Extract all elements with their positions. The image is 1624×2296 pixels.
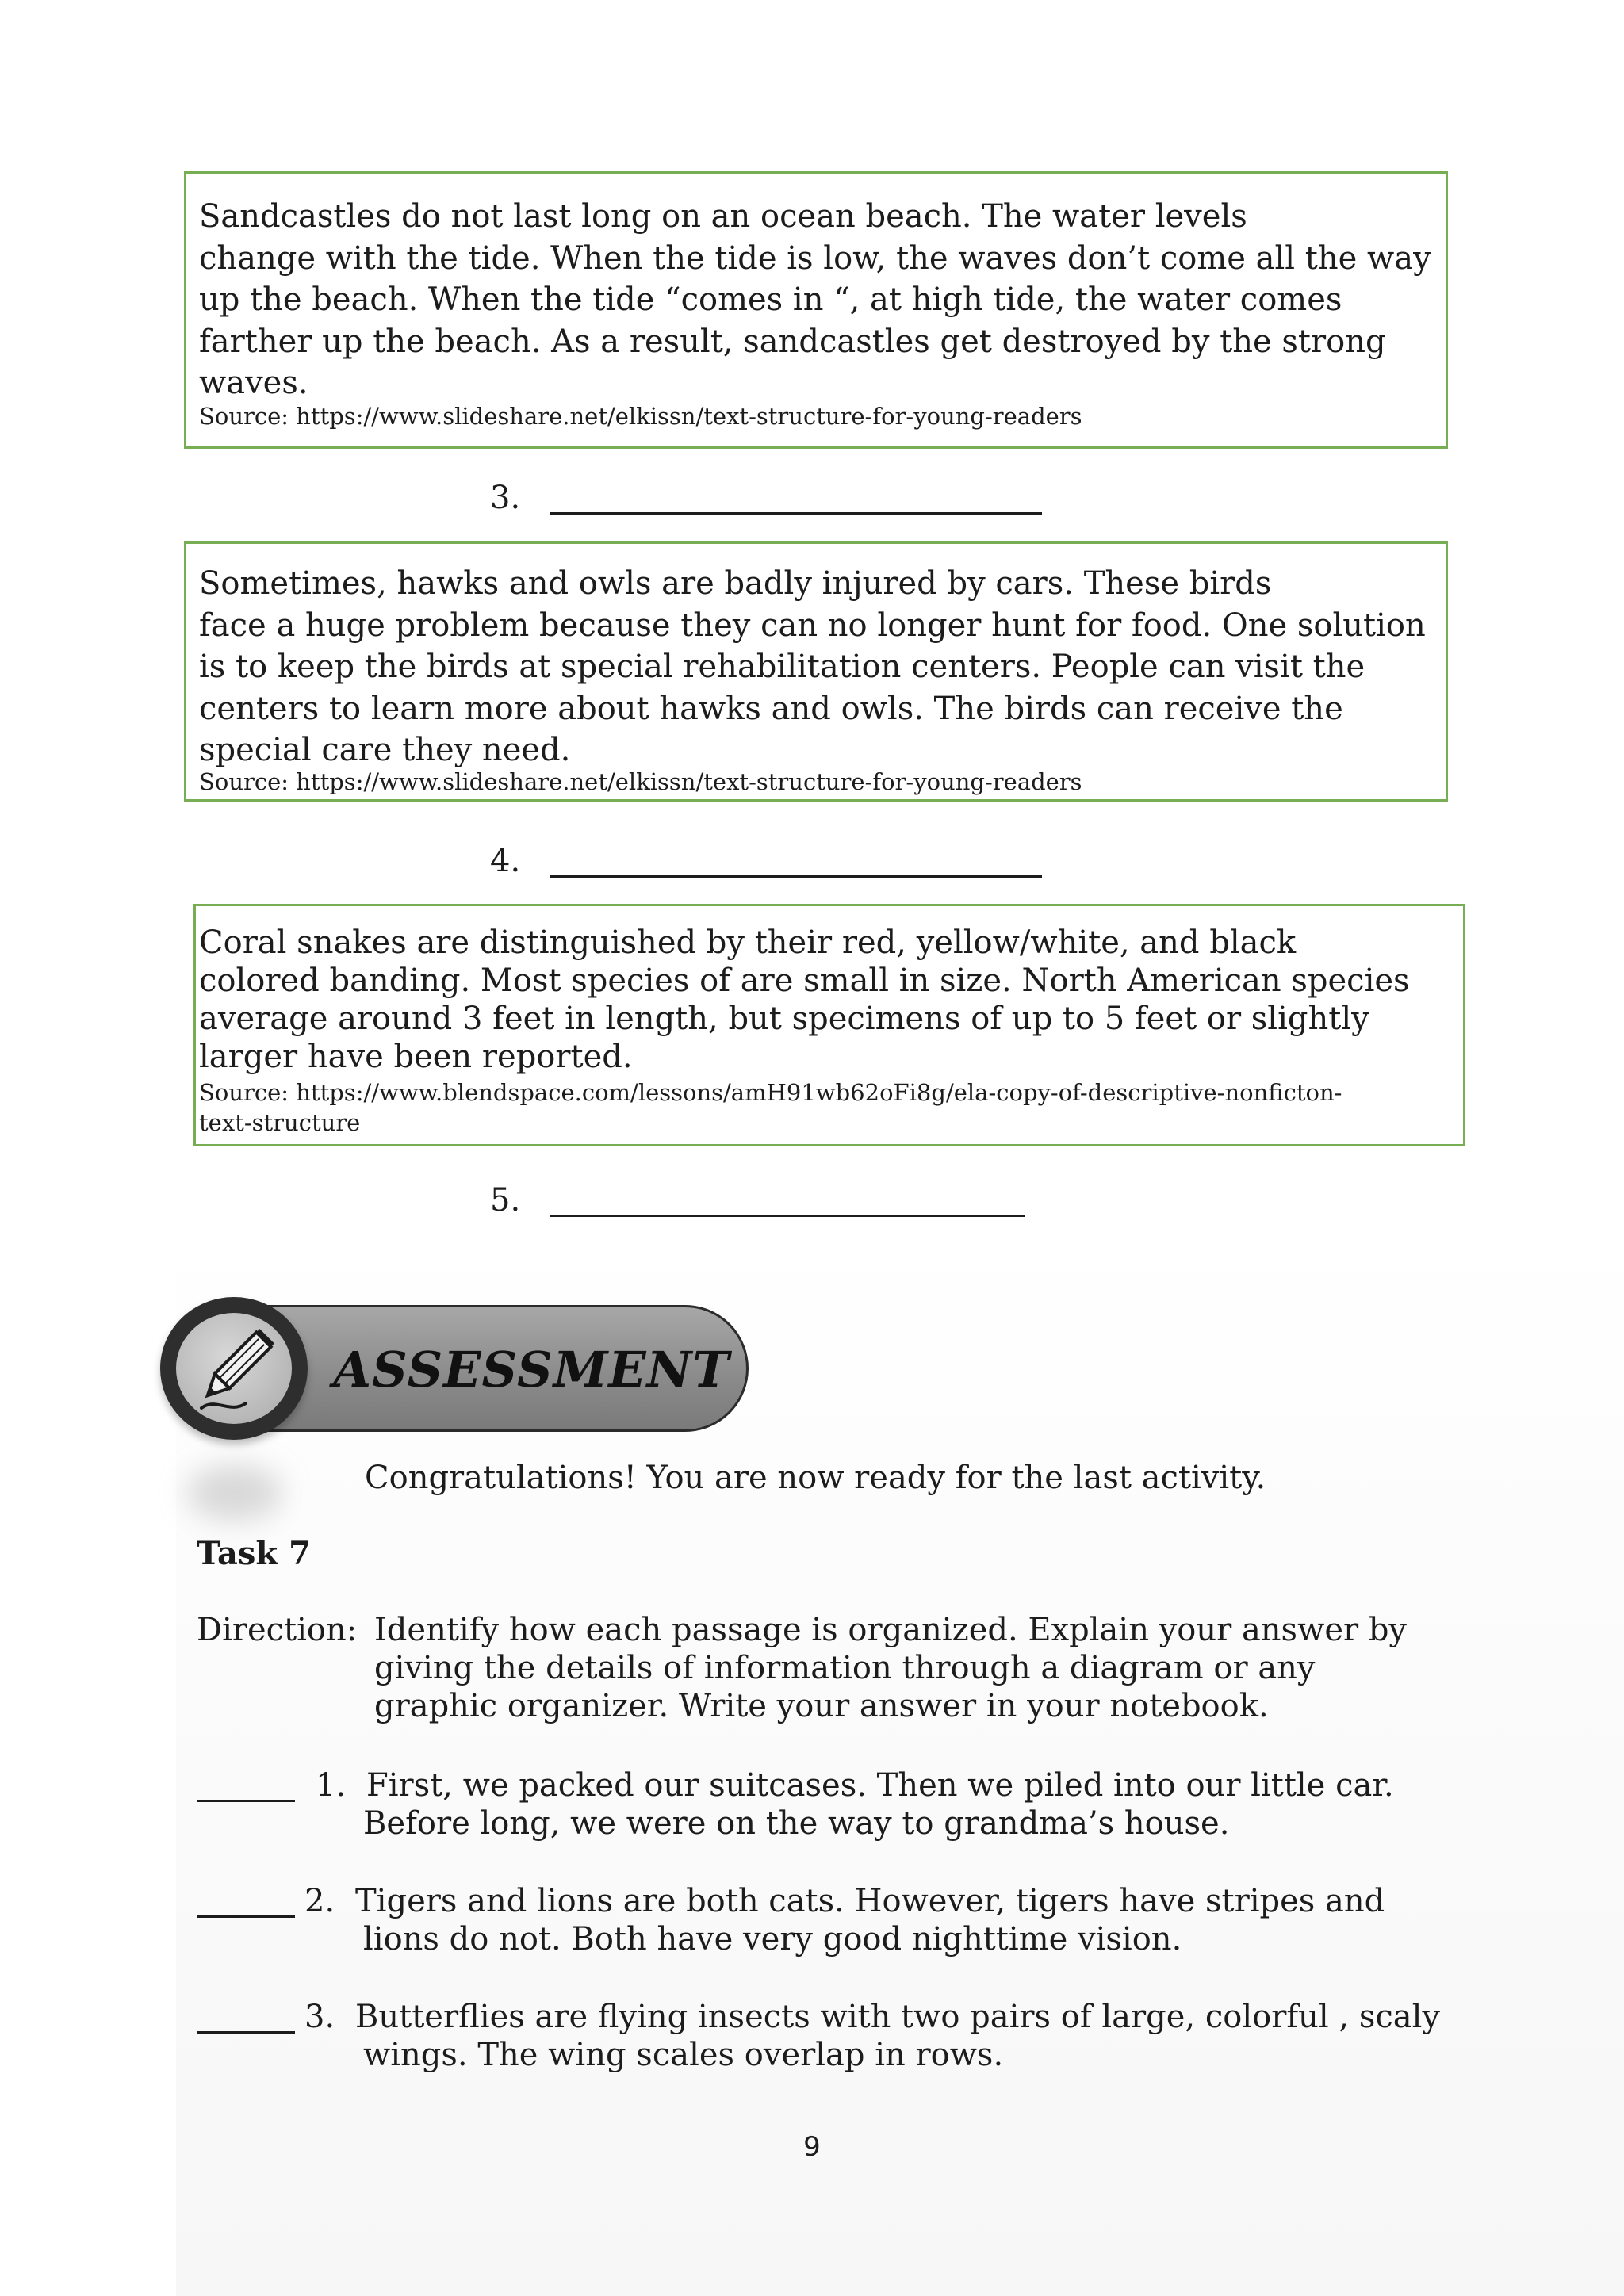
congratulations-text: Congratulations! You are now ready for the last activity. [365,1460,1266,1496]
page-number: 9 [803,2131,821,2163]
passage-source: Source: https://www.slideshare.net/elkissn/text-structure-for-young-readers [199,402,1082,430]
answer-4 [490,842,546,880]
answer-number: 5. [490,1182,521,1219]
answer-number: 3. [490,480,521,516]
answer-blank-3[interactable] [197,2031,295,2034]
decorative-shadow [187,1465,282,1521]
task-title: Task 7 [197,1535,311,1572]
answer-blank-1[interactable] [197,1800,295,1802]
answer-3 [490,479,546,517]
item-3-line-1: Butterflies are flying insects with two pairs of large, colorful , scaly [355,1999,1440,2035]
passage-source: Source: https://www.blendspace.com/lessons/amH91wb62oFi8g/ela-copy-of-descriptive-nonficton- text-structure [199,1079,1342,1136]
answer-5 [490,1181,546,1219]
item-3-line-2: wings. The wing scales overlap in rows. [363,2037,1004,2073]
answer-line[interactable] [550,1215,1025,1217]
item-number-2: 2. [304,1883,335,1919]
assessment-title: ASSESSMENT [333,1341,730,1399]
item-1-line-2: Before long, we were on the way to grandma’s house. [363,1805,1230,1842]
direction-text: Identify how each passage is organized. Explain your answer by giving the details of information through a diagram or any graphic organizer. Write your answer in your notebook. [374,1612,1408,1724]
item-2-line-1: Tigers and lions are both cats. However, tigers have stripes and [355,1883,1385,1919]
answer-number: 4. [490,843,521,879]
answer-line[interactable] [550,875,1042,878]
item-number-1: 1. [316,1767,347,1804]
passage-box-3 [193,904,1465,1146]
passage-box-2 [184,541,1448,802]
answer-line[interactable] [550,512,1042,515]
item-2-line-2: lions do not. Both have very good nighttime vision. [363,1921,1182,1957]
passage-text: Sometimes, hawks and owls are badly injured by cars. These birds face a huge problem because they can no longer hunt for food. One solution is to keep the birds at special rehabilitation centers. People can visit the centers to learn more about hawks and owls. The birds can receive the special care they need. [199,565,1426,768]
passage-text: Coral snakes are distinguished by their red, yellow/white, and black colored banding. Most species of are small in size. North American species average around 3 feet in length, but specimens of up to 5 feet or slightly larger have been reported. [199,924,1410,1075]
passage-box-1 [184,171,1448,449]
passage-source: Source: https://www.slideshare.net/elkissn/text-structure-for-young-readers [199,767,1082,795]
answer-blank-2[interactable] [197,1915,295,1918]
item-1-line-1: First, we packed our suitcases. Then we piled into our little car. [366,1767,1394,1804]
pencil-icon [184,1319,284,1419]
direction-label: Direction: [197,1612,358,1648]
passage-text: Sandcastles do not last long on an ocean beach. The water levels change with the tide. When the tide is low, the waves don’t come all the way up the beach. When the tide “comes in “, at high tide, the water comes farther up the beach. As a result, sandcastles get destroyed by the strong waves. [199,198,1431,401]
item-number-3: 3. [304,1999,335,2035]
